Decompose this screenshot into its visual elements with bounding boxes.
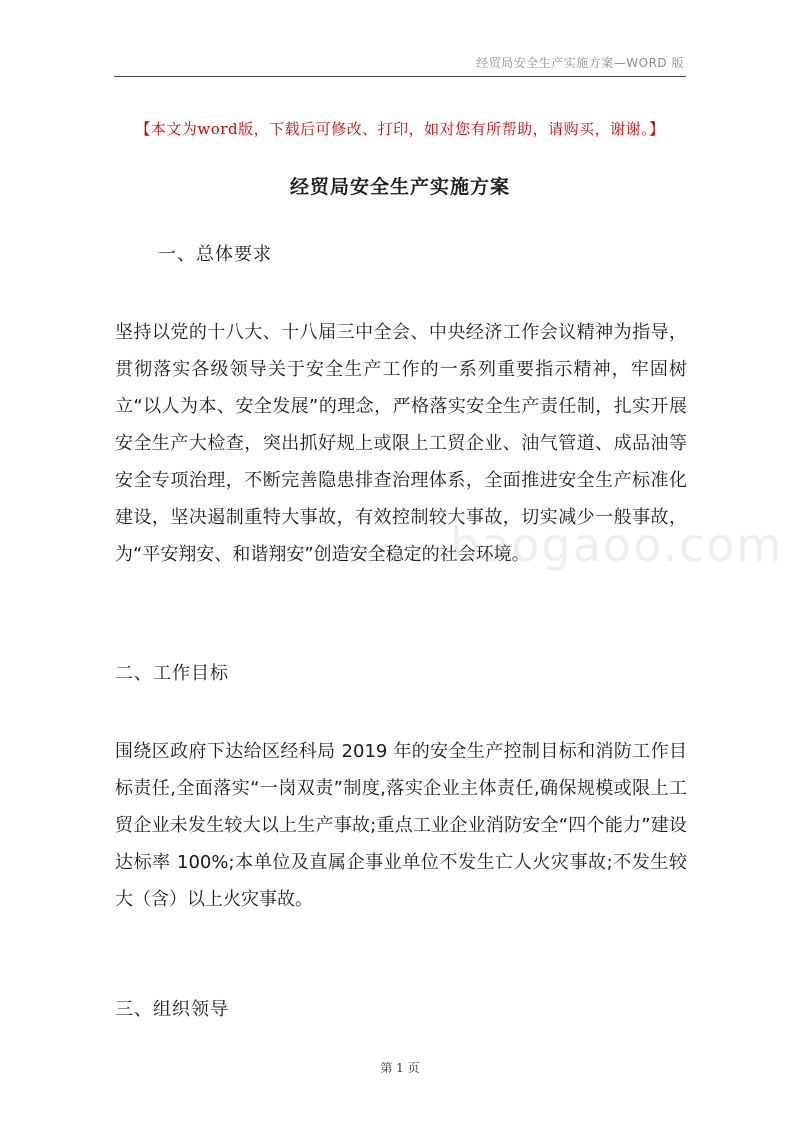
page-number: 第 1 页 <box>380 1061 420 1075</box>
document-title: 经贸局安全生产实施方案 <box>289 176 510 198</box>
section-heading: 三、组织领导 <box>115 999 229 1020</box>
download-notice: 【本文为word版，下载后可修改、打印，如对您有所帮助，请购买，谢谢。】 <box>135 120 665 138</box>
section-heading: 一、总体要求 <box>158 244 272 265</box>
watermark: baogaoo.com <box>450 518 784 572</box>
section-body: 围绕区政府下达给区经科局 2019 年的安全生产控制目标和消防工作目标责任,全面落实“一岗双责”制度,落实企业主体责任,确保规模或限上工贸企业未发生较大以上生产事故;重点工业企业消防安全“四个能力”建设达标率 100%;本单位及直属企事业单位不发生亡人火灾事故;不发生较大（含）以上火灾事故。 <box>115 741 687 910</box>
section-body: 坚持以党的十八大、十八届三中全会、中央经济工作会议精神为指导，贯彻落实各级领导关于安全生产工作的一系列重要指示精神，牢固树立“以人为本、安全发展”的理念，严格落实安全生产责任制，扎实开展安全生产大检查，突出抓好规上或限上工贸企业、油气管道、成品油等安全专项治理，不断完善隐患排查治理体系，全面推进安全生产标准化建设，坚决遏制重特大事故，有效控制较大事故，切实减少一般事故，为“平安翔安、和谐翔安”创造安全稳定的社会环境。 <box>115 322 687 565</box>
section-heading: 二、工作目标 <box>115 663 229 684</box>
page-header: 经贸局安全生产实施方案—WORD 版 <box>476 56 684 70</box>
header-divider <box>114 76 686 77</box>
